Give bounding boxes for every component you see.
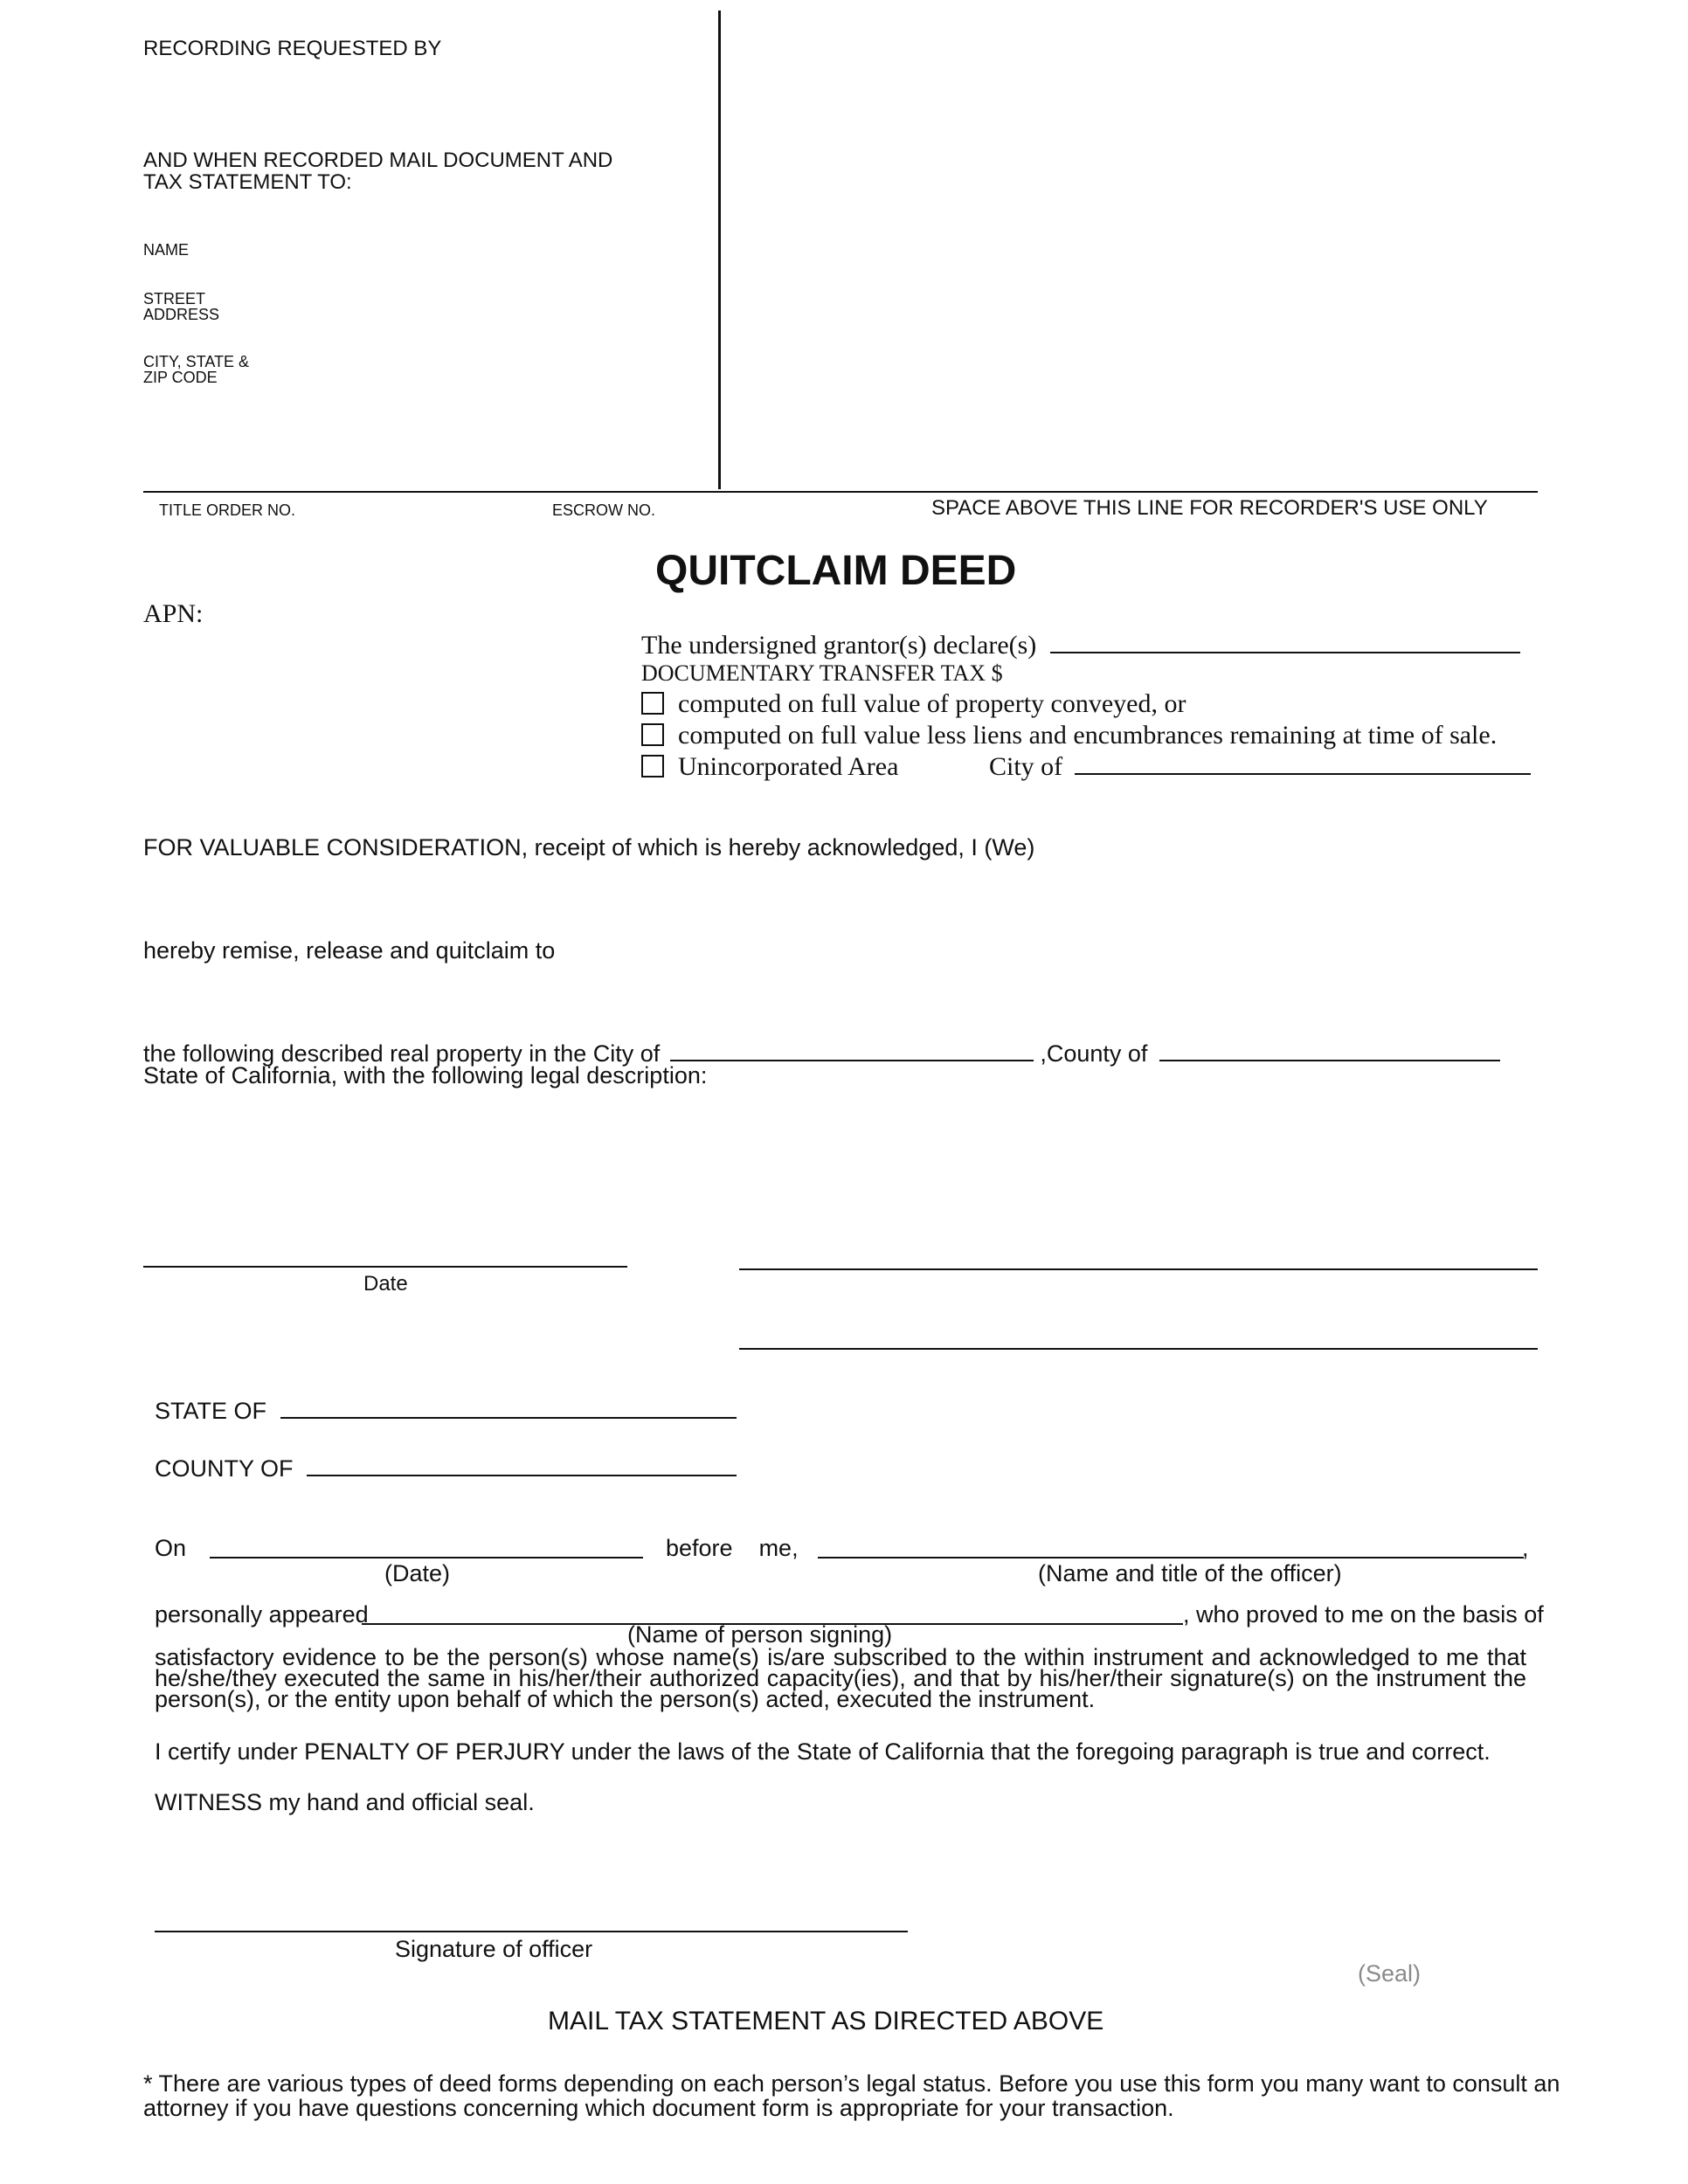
grantor-signature-line-1[interactable] [739,1268,1538,1270]
legal-description-label: State of California, with the following legal description: [143,1062,708,1089]
transfer-tax-label: DOCUMENTARY TRANSFER TAX $ [641,660,1003,686]
option-full-value-label: computed on full value of property conveyed, or [678,689,1186,718]
escrow-no-label: ESCROW NO. [552,501,656,519]
city-state-zip-label-line1: CITY, STATE & [143,353,250,370]
date-line[interactable] [143,1266,627,1268]
full-value-checkbox[interactable] [641,692,664,715]
proved-text: , who proved to me on the basis of [1183,1601,1544,1628]
date-caption: Date [363,1272,408,1296]
grantor-signature-line-2[interactable] [739,1348,1538,1350]
name-label: NAME [143,241,190,259]
on-label: On [155,1535,187,1561]
evidence-paragraph: satisfactory evidence to be the person(s) whose name(s) is/are subscribed to the within instrument and acknowledged to me that he/she/they executed the same in his/her/their authorized capacity(ies), and that by his/her/their signature(s) on the instrument the person(s), or the entity upon behalf of which the person(s) acted, executed the instrument. [155,1644,1526,1712]
property-county-label: ,County of [1040,1040,1148,1067]
option-less-liens-label: computed on full value less liens and encumbrances remaining at time of sale. [678,721,1498,750]
mail-tax-statement-heading: MAIL TAX STATEMENT AS DIRECTED ABOVE [548,2007,1104,2035]
option-unincorporated-label: Unincorporated Area [678,752,899,781]
unincorporated-area-checkbox[interactable] [641,755,664,778]
personally-appeared-label: personally appeared [155,1601,369,1628]
footnote-line2: attorney if you have questions concerning which document form is appropriate for your transaction. [143,2095,1174,2121]
perjury-text: I certify under PENALTY OF PERJURY under the laws of the State of California that the foregoing paragraph is true and correct. [155,1738,1491,1765]
footnote-line1: * There are various types of deed forms depending on each person’s legal status. Before you use this form you many want to consult an [143,2070,1560,2097]
grantor-declare-line[interactable] [1050,652,1520,653]
notary-date-line[interactable] [210,1557,643,1559]
county-of-label: COUNTY OF [155,1455,294,1482]
mail-to-label-line1: AND WHEN RECORDED MAIL DOCUMENT AND [143,149,613,172]
apn-label: APN: [143,599,204,628]
recorder-use-only-label: SPACE ABOVE THIS LINE FOR RECORDER'S USE ONLY [931,496,1488,520]
city-state-zip-label-line2: ZIP CODE [143,369,218,386]
officer-name-line[interactable] [818,1557,1524,1559]
header-vertical-divider [718,10,721,489]
title-order-no-label: TITLE ORDER NO. [159,501,296,519]
state-of-line[interactable] [280,1417,737,1419]
state-of-row [155,1398,737,1425]
grantor-declare-label: The undersigned grantor(s) declare(s) [641,631,1037,660]
signature-of-officer-caption: Signature of officer [395,1936,593,1962]
city-of-label: City of [989,752,1063,781]
officer-signature-line[interactable] [155,1931,908,1932]
option-less-liens-row[interactable] [641,721,1497,750]
state-of-label: STATE OF [155,1398,266,1424]
county-of-line[interactable] [307,1475,737,1476]
less-liens-checkbox[interactable] [641,723,664,746]
recorder-space-line [143,491,1538,493]
notary-date-caption: (Date) [384,1560,451,1586]
officer-caption: (Name and title of the officer) [1038,1560,1342,1586]
tax-city-of-line[interactable] [1075,773,1531,775]
property-city-label: the following described real property in the City of [143,1040,661,1067]
witness-text: WITNESS my hand and official seal. [155,1789,535,1815]
option-area-row[interactable] [641,752,898,782]
option-full-value-row[interactable] [641,689,1186,719]
street-label-line2: ADDRESS [143,306,220,323]
street-label-line1: STREET [143,290,206,308]
page-title: QUITCLAIM DEED [655,548,1017,594]
seal-label: (Seal) [1358,1960,1422,1987]
property-county-line[interactable] [1159,1060,1500,1061]
before-me-label: before me, [666,1535,799,1561]
officer-line-comma: , [1522,1535,1529,1561]
mail-to-label-line2: TAX STATEMENT TO: [143,170,352,194]
property-city-line[interactable] [670,1060,1034,1061]
person-signing-caption: (Name of person signing) [627,1621,893,1648]
grantor-declare-row [641,631,1520,660]
recording-requested-by-label: RECORDING REQUESTED BY [143,37,442,60]
county-of-row [155,1455,737,1482]
remise-text: hereby remise, release and quitclaim to [143,937,556,964]
consideration-text: FOR VALUABLE CONSIDERATION, receipt of which is hereby acknowledged, I (We) [143,834,1035,860]
city-of-row [989,752,1531,782]
